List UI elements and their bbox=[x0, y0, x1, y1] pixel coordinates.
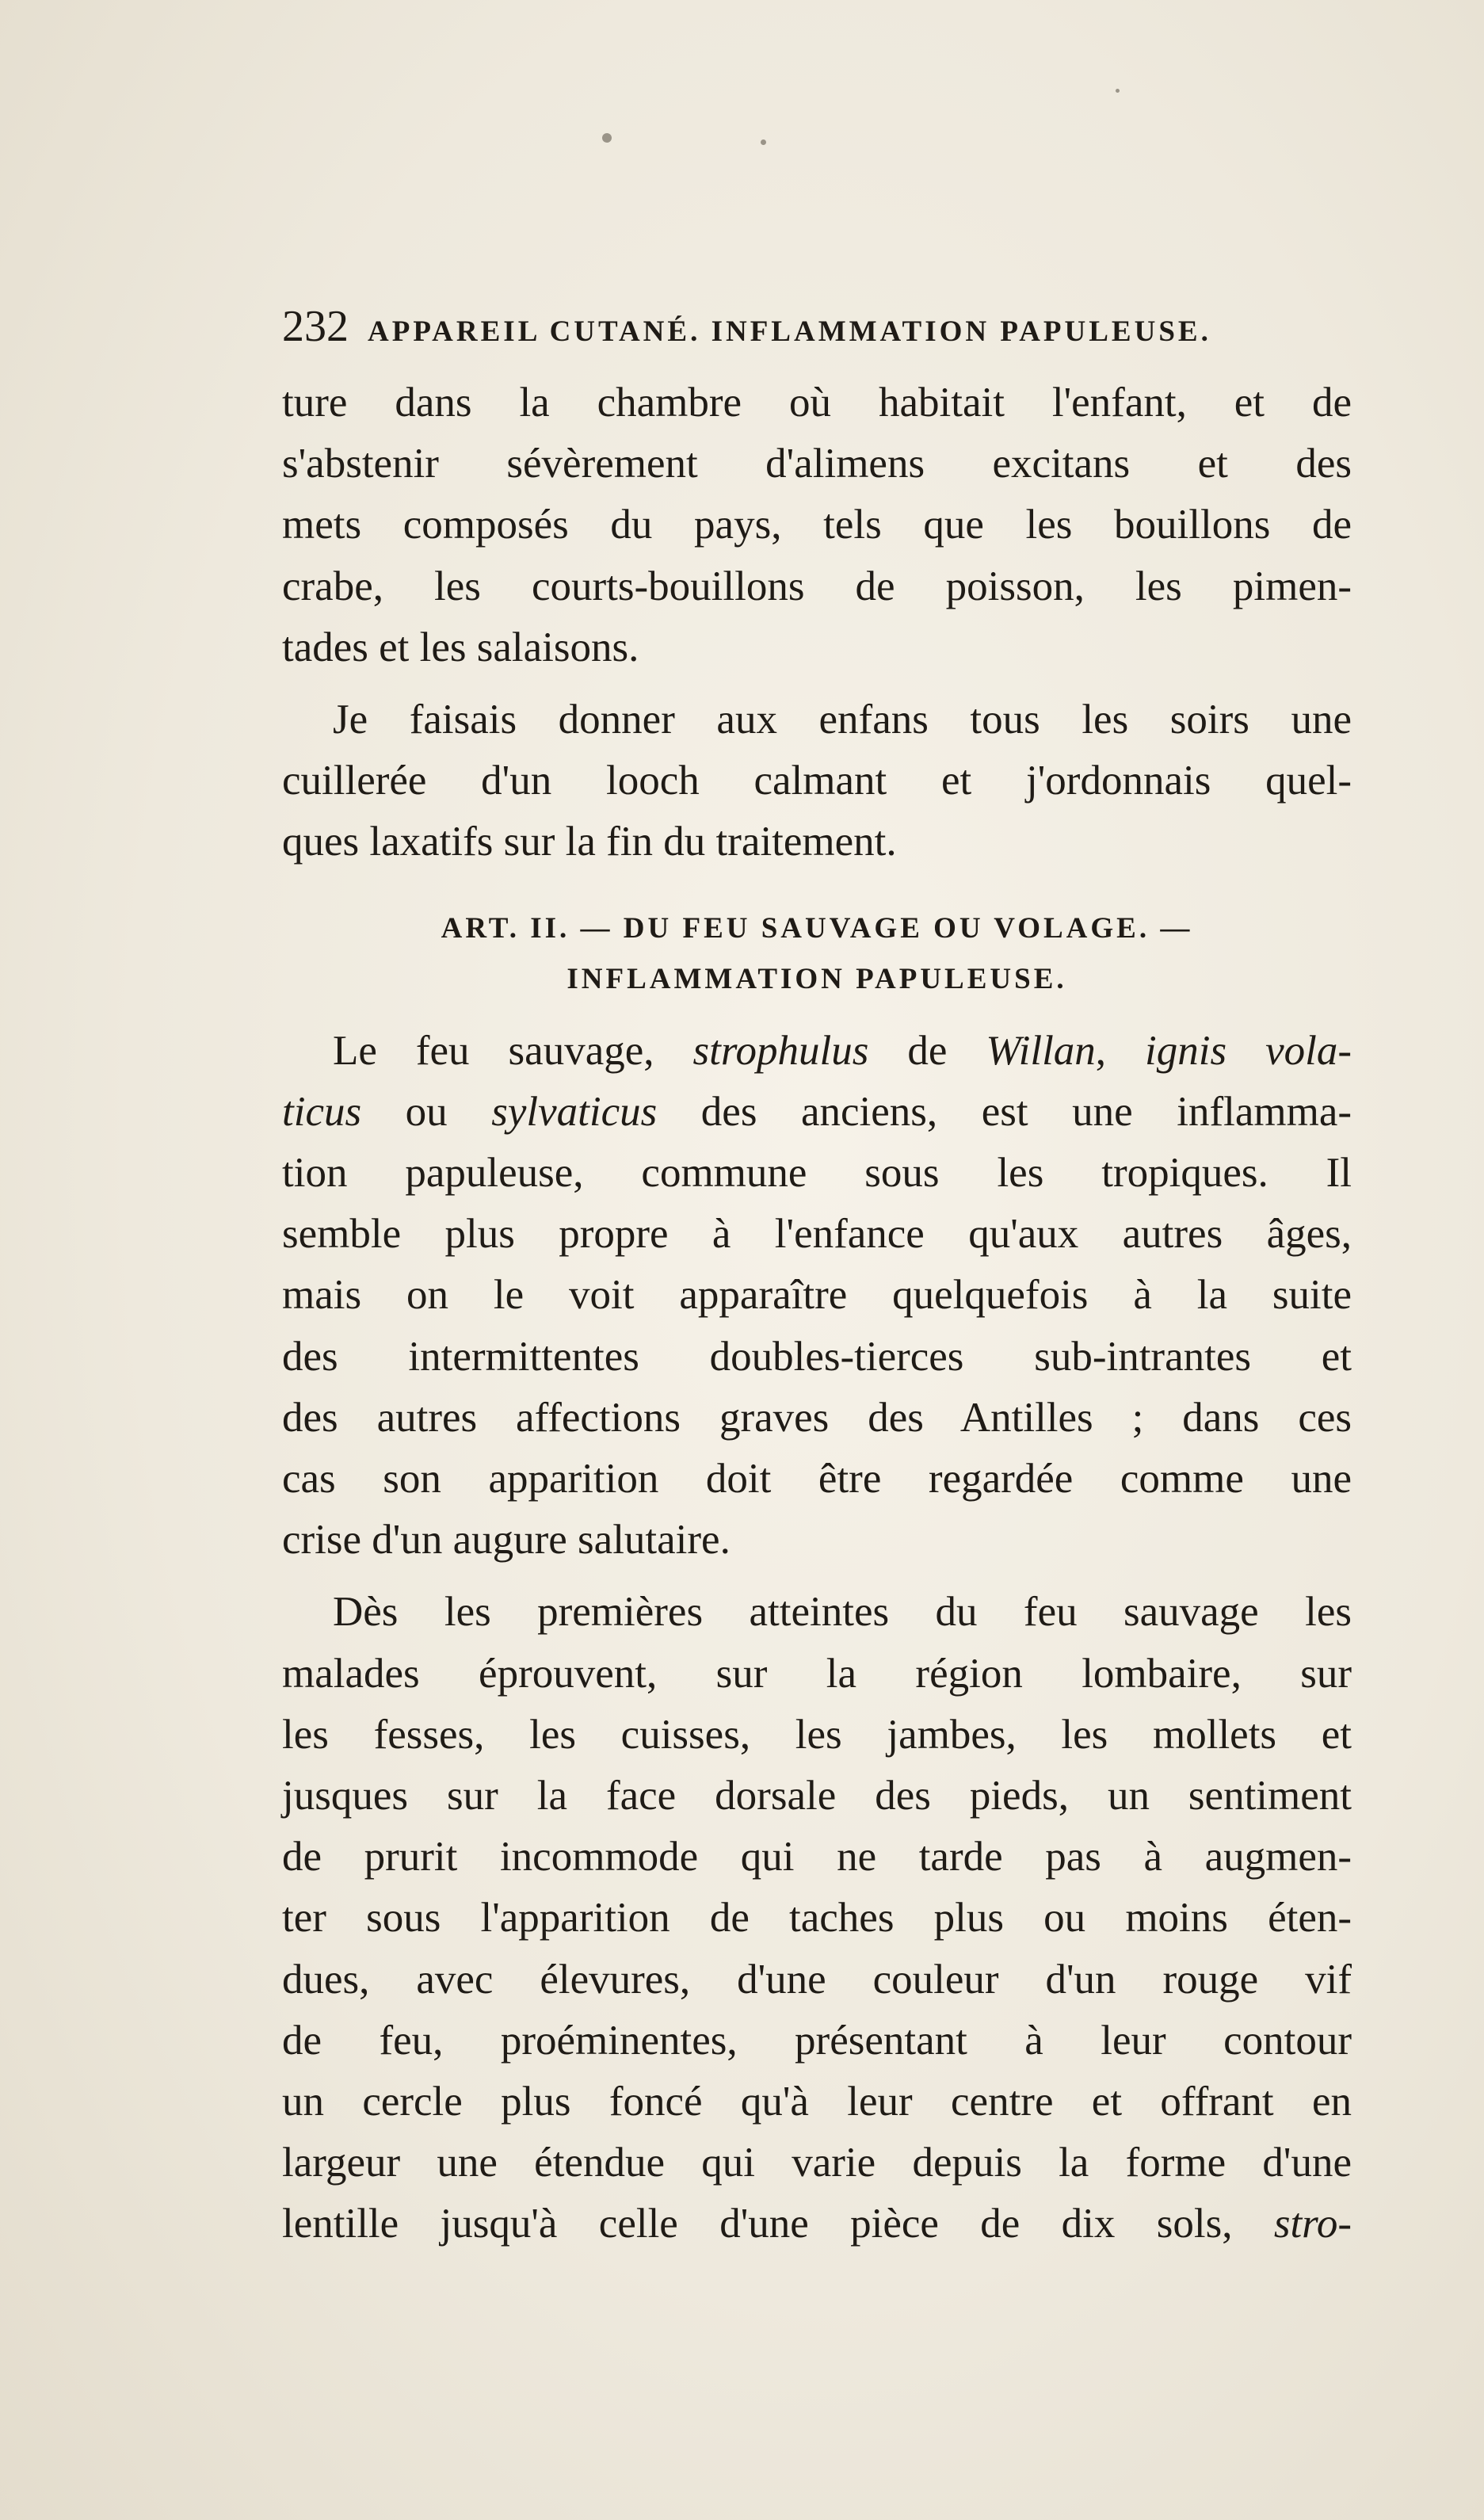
page-text bbox=[282, 301, 1352, 2255]
running-head bbox=[282, 301, 1352, 372]
text-line bbox=[282, 1021, 1352, 1082]
text-line: ques laxatifs sur la fin du traitement. bbox=[282, 819, 897, 865]
italic-term: stro- bbox=[1273, 2201, 1352, 2247]
paragraph-4 bbox=[282, 1582, 1352, 2255]
paragraph-3 bbox=[282, 1021, 1352, 1571]
paragraph-2 bbox=[282, 689, 1352, 873]
text-line: de feu, proéminentes, présentant à leur contour bbox=[282, 2017, 1352, 2064]
text-line: Je faisais donner aux enfans tous les soirs une bbox=[333, 697, 1352, 743]
text-line: mais on le voit apparaître quelquefois à la suite bbox=[282, 1272, 1352, 1319]
text-line: malades éprouvent, sur la région lombaire, sur bbox=[282, 1650, 1352, 1697]
italic-term: ticus bbox=[282, 1088, 362, 1135]
text-run: des anciens, est une inflamma- bbox=[657, 1088, 1352, 1135]
running-title: APPAREIL CUTANÉ. INFLAMMATION PAPULEUSE. bbox=[368, 315, 1211, 348]
italic-term: ignis vola- bbox=[1145, 1027, 1352, 1074]
text-line bbox=[282, 2194, 1352, 2255]
text-line: les fesses, les cuisses, les jambes, les mollets et bbox=[282, 1711, 1352, 1758]
ink-speck bbox=[1116, 89, 1120, 93]
text-run: de bbox=[868, 1027, 986, 1074]
italic-term: Willan bbox=[986, 1027, 1096, 1074]
text-line: dues, avec élevures, d'une couleur d'un rouge vif bbox=[282, 1956, 1352, 2003]
text-line: mets composés du pays, tels que les bouillons de bbox=[282, 502, 1352, 548]
article-heading-line-1: ART. II. — DU FEU SAUVAGE OU VOLAGE. — bbox=[441, 911, 1193, 945]
ink-speck bbox=[761, 139, 766, 145]
text-line: Dès les premières atteintes du feu sauvage les bbox=[333, 1589, 1352, 1636]
article-heading-line-2: INFLAMMATION PAPULEUSE. bbox=[567, 962, 1067, 995]
text-line: ture dans la chambre où habitait l'enfant, et de bbox=[282, 380, 1352, 426]
text-line: crise d'un augure salutaire. bbox=[282, 1517, 731, 1564]
text-line: tades et les salaisons. bbox=[282, 624, 639, 670]
text-line: semble plus propre à l'enfance qu'aux autres âges, bbox=[282, 1211, 1352, 1258]
text-run: lentille jusqu'à celle d'une pièce de dix sols, bbox=[282, 2201, 1274, 2247]
italic-term: sylvaticus bbox=[491, 1088, 658, 1135]
text-line: crabe, les courts-bouillons de poisson, les pimen- bbox=[282, 563, 1352, 609]
text-line: cuillerée d'un looch calmant et j'ordonnais quel- bbox=[282, 758, 1352, 804]
paragraph-1 bbox=[282, 372, 1352, 678]
ink-speck bbox=[602, 133, 612, 143]
text-line: cas son apparition doit être regardée comme une bbox=[282, 1456, 1352, 1502]
text-line: des intermittentes doubles-tierces sub-intrantes et bbox=[282, 1333, 1352, 1380]
text-line bbox=[282, 1082, 1352, 1143]
text-line: ter sous l'apparition de taches plus ou moins éten- bbox=[282, 1895, 1352, 1942]
text-line: jusques sur la face dorsale des pieds, un sentiment bbox=[282, 1773, 1352, 1819]
text-line: de prurit incommode qui ne tarde pas à augmen- bbox=[282, 1834, 1352, 1880]
text-run: ou bbox=[361, 1088, 492, 1135]
text-run: , bbox=[1095, 1027, 1146, 1074]
italic-term: strophulus bbox=[692, 1027, 869, 1074]
article-heading bbox=[282, 903, 1352, 1005]
text-line: un cercle plus foncé qu'à leur centre et offrant en bbox=[282, 2079, 1352, 2125]
text-line: des autres affections graves des Antilles ; dans ces bbox=[282, 1394, 1352, 1441]
text-line: largeur une étendue qui varie depuis la forme d'une bbox=[282, 2140, 1352, 2186]
text-line: s'abstenir sévèrement d'alimens excitans et des bbox=[282, 441, 1352, 487]
page-number: 232 bbox=[282, 302, 349, 351]
text-run: Le feu sauvage, bbox=[333, 1027, 693, 1074]
text-line: tion papuleuse, commune sous les tropiques. Il bbox=[282, 1150, 1352, 1197]
